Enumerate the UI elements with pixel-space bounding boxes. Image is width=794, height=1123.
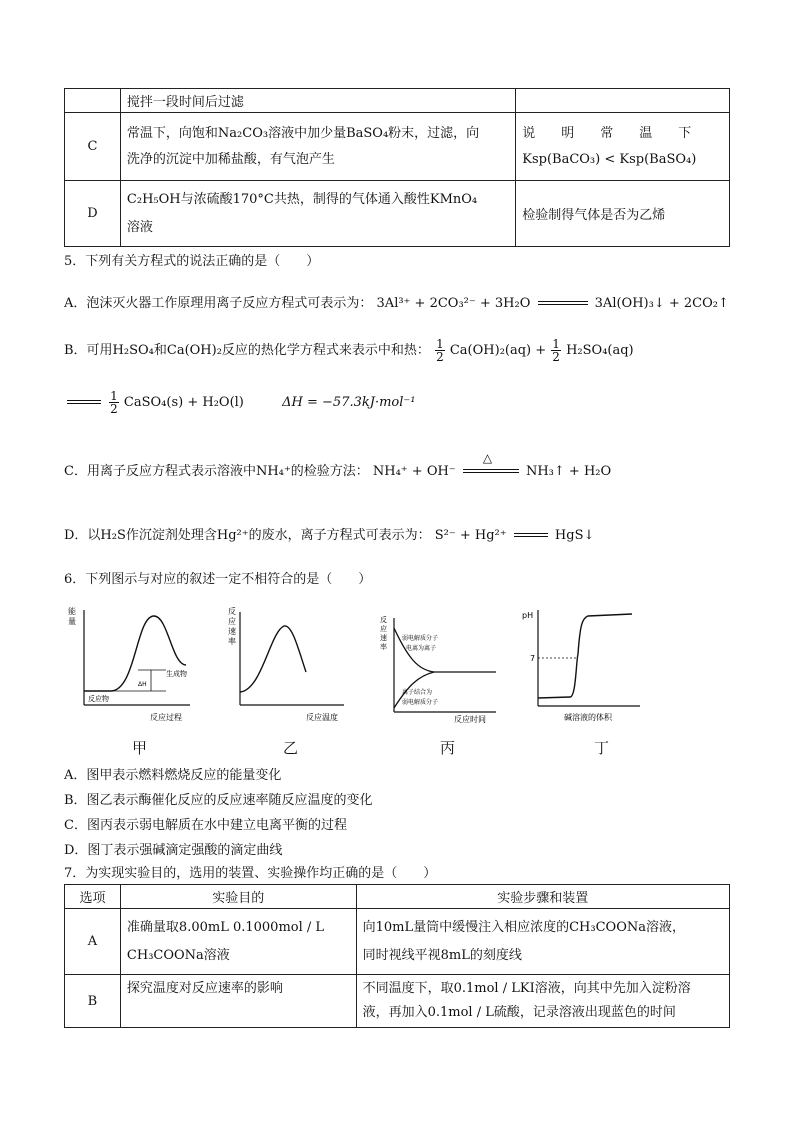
equals-sign-icon (538, 301, 588, 307)
row-label-a: A (65, 909, 121, 975)
q5-a-right: 3Al(OH)₃↓ + 2CO₂↑ (594, 296, 729, 311)
chart-ding-xlabel: 碱溶液的体积 (564, 713, 612, 722)
chart-bing-ylabel-3: 速 (380, 634, 387, 642)
q5-b-term2: H₂SO₄(aq) (566, 343, 634, 358)
row-a-step-2: 同时视线平视8mL的刻度线 (362, 947, 522, 963)
heat-triangle-icon: △ (482, 450, 493, 465)
row-a-step-1: 向10mL量筒中缓慢注入相应浓度的CH₃COONa溶液， (362, 919, 685, 935)
chart-yi-ylabel-4: 率 (228, 637, 236, 646)
chart-jia-caption: 甲 (132, 739, 148, 757)
header-purpose: 实验目的 (120, 885, 356, 909)
header-option: 选项 (65, 885, 121, 909)
chart-bing-lower-2: 弱电解质分子 (402, 699, 439, 706)
half-fraction: $\frac{1}{2}$ (110, 389, 118, 416)
row-a-purpose-1: 准确量取8.00mL 0.1000mol / L (126, 919, 325, 935)
chart-bing-ylabel-1: 反 (380, 616, 387, 624)
chart-bing-upper-2: 电离为离子 (406, 645, 437, 652)
experiment-table-q7 (64, 884, 730, 1028)
chart-jia-ylabel-1: 能 (68, 607, 76, 616)
chart-jia-xlabel: 反应过程 (150, 713, 182, 722)
row-a-purpose-2: CH₃COONa溶液 (126, 947, 230, 963)
q6-stem: 6．下列图示与对应的叙述一定不相符合的是（ ） (64, 572, 372, 587)
cell-d-col2: 检验制得气体是否为乙烯 (516, 181, 730, 247)
chart-ding-ylabel: pH (522, 611, 534, 620)
equals-sign-icon (67, 400, 101, 406)
half-fraction: $\frac{1}{2}$ (436, 337, 444, 364)
q6-option-c: C．图丙表示弱电解质在水中建立电离平衡的过程 (64, 818, 347, 833)
q5-stem: 5．下列有关方程式的说法正确的是（ ） (64, 254, 320, 269)
cell-c-col2-line1: 说 明 常 温 下 (522, 125, 692, 141)
q5-option-b-line2 (64, 390, 415, 415)
row-b-step-2: 液，再加入0.1mol / L硫酸，记录溶液出现蓝色的时间 (362, 1005, 676, 1020)
chart-jia-ylabel-2: 量 (68, 617, 76, 626)
cell-row0-col1: 搅拌一段时间后过滤 (120, 89, 515, 113)
q6-option-a: A．图甲表示燃料燃烧反应的能量变化 (64, 768, 282, 783)
row-label-b: B (65, 975, 121, 1028)
chart-yi-ylabel-3: 速 (228, 627, 236, 636)
chart-yi-xlabel: 反应温度 (306, 713, 338, 722)
q5-a-left: 3Al³⁺ + 2CO₃²⁻ + 3H₂O (376, 296, 531, 311)
q5-option-a (64, 292, 729, 311)
chart-ding (522, 602, 652, 726)
chart-bing-ylabel-2: 应 (380, 625, 387, 633)
q7-stem: 7．为实现实验目的，选用的装置、实验操作均正确的是（ ） (64, 866, 437, 881)
q5-d-text: D．以H₂S作沉淀剂处理含Hg²⁺的废水，离子方程式可表示为： (64, 528, 431, 543)
experiment-table-top (64, 88, 730, 247)
half-fraction: $\frac{1}{2}$ (552, 337, 560, 364)
q5-d-right: HgS↓ (554, 528, 595, 543)
q5-b-term1: Ca(OH)₂(aq) + (449, 343, 547, 358)
q6-option-d: D．图丁表示强碱滴定强酸的滴定曲线 (64, 843, 283, 858)
q5-c-text: C．用离子反应方程式表示溶液中NH₄⁺的检验方法： (64, 464, 369, 479)
chart-bing-ylabel-4: 率 (380, 643, 387, 651)
q5-option-b (64, 338, 634, 363)
q6-option-b: B．图乙表示酶催化反应的反应速率随反应温度的变化 (64, 793, 373, 808)
chart-yi (226, 602, 356, 726)
q5-b-dh: ΔH = −57.3kJ·mol⁻¹ (282, 395, 416, 410)
q5-c-left: NH₄⁺ + OH⁻ (372, 464, 456, 479)
equals-sign-icon (514, 533, 548, 539)
q5-b-term3: CaSO₄(s) + H₂O(l) (123, 395, 244, 410)
q5-option-d (64, 524, 594, 543)
row-b-step-1: 不同温度下，取0.1mol / LKI溶液，向其中先加入淀粉溶 (362, 981, 691, 996)
chart-ding-caption: 丁 (594, 739, 610, 757)
chart-yi-ylabel-2: 应 (228, 617, 236, 626)
heating-equals-sign (463, 450, 519, 475)
chart-bing-caption: 丙 (440, 739, 456, 757)
row-label-d: D (65, 181, 121, 247)
q5-d-left: S²⁻ + Hg²⁺ (434, 528, 507, 543)
cell-c-line1: 常温下，向饱和Na₂CO₃溶液中加少量BaSO₄粉末，过滤，向 (126, 125, 480, 141)
q5-b-text: B．可用H₂SO₄和Ca(OH)₂反应的热化学方程式来表示中和热： (64, 343, 430, 358)
chart-yi-ylabel-1: 反 (228, 607, 236, 616)
chart-jia-dh: ΔH (138, 681, 147, 688)
cell-c-line2: 洗净的沉淀中加稀盐酸，有气泡产生 (126, 151, 335, 167)
chart-yi-caption: 乙 (283, 739, 299, 757)
cell-d-line2: 溶液 (126, 219, 153, 235)
cell-d-line1: C₂H₅OH与浓硫酸170°C共热，制得的气体通入酸性KMnO₄ (126, 191, 478, 207)
q5-option-c (64, 450, 612, 479)
row-b-purpose: 探究温度对反应速率的影响 (120, 975, 356, 1028)
chart-bing-lower-1: 离子结合为 (402, 689, 433, 696)
row-label-c: C (65, 113, 121, 181)
chart-bing-upper-1: 弱电解质分子 (402, 635, 439, 642)
chart-jia-product: 生成物 (166, 670, 187, 678)
chart-bing (378, 606, 508, 726)
header-steps: 实验步骤和装置 (356, 885, 729, 909)
chart-jia (66, 602, 196, 726)
q5-c-right: NH₃↑ + H₂O (525, 464, 612, 479)
q5-a-text: A．泡沫灭火器工作原理用离子反应方程式可表示为： (64, 296, 373, 311)
chart-jia-reactant: 反应物 (88, 695, 109, 703)
cell-c-col2-line2: Ksp(BaCO₃) < Ksp(BaSO₄) (522, 151, 697, 167)
chart-ding-tick7: 7 (530, 654, 536, 663)
chart-bing-xlabel: 反应时间 (454, 715, 486, 724)
